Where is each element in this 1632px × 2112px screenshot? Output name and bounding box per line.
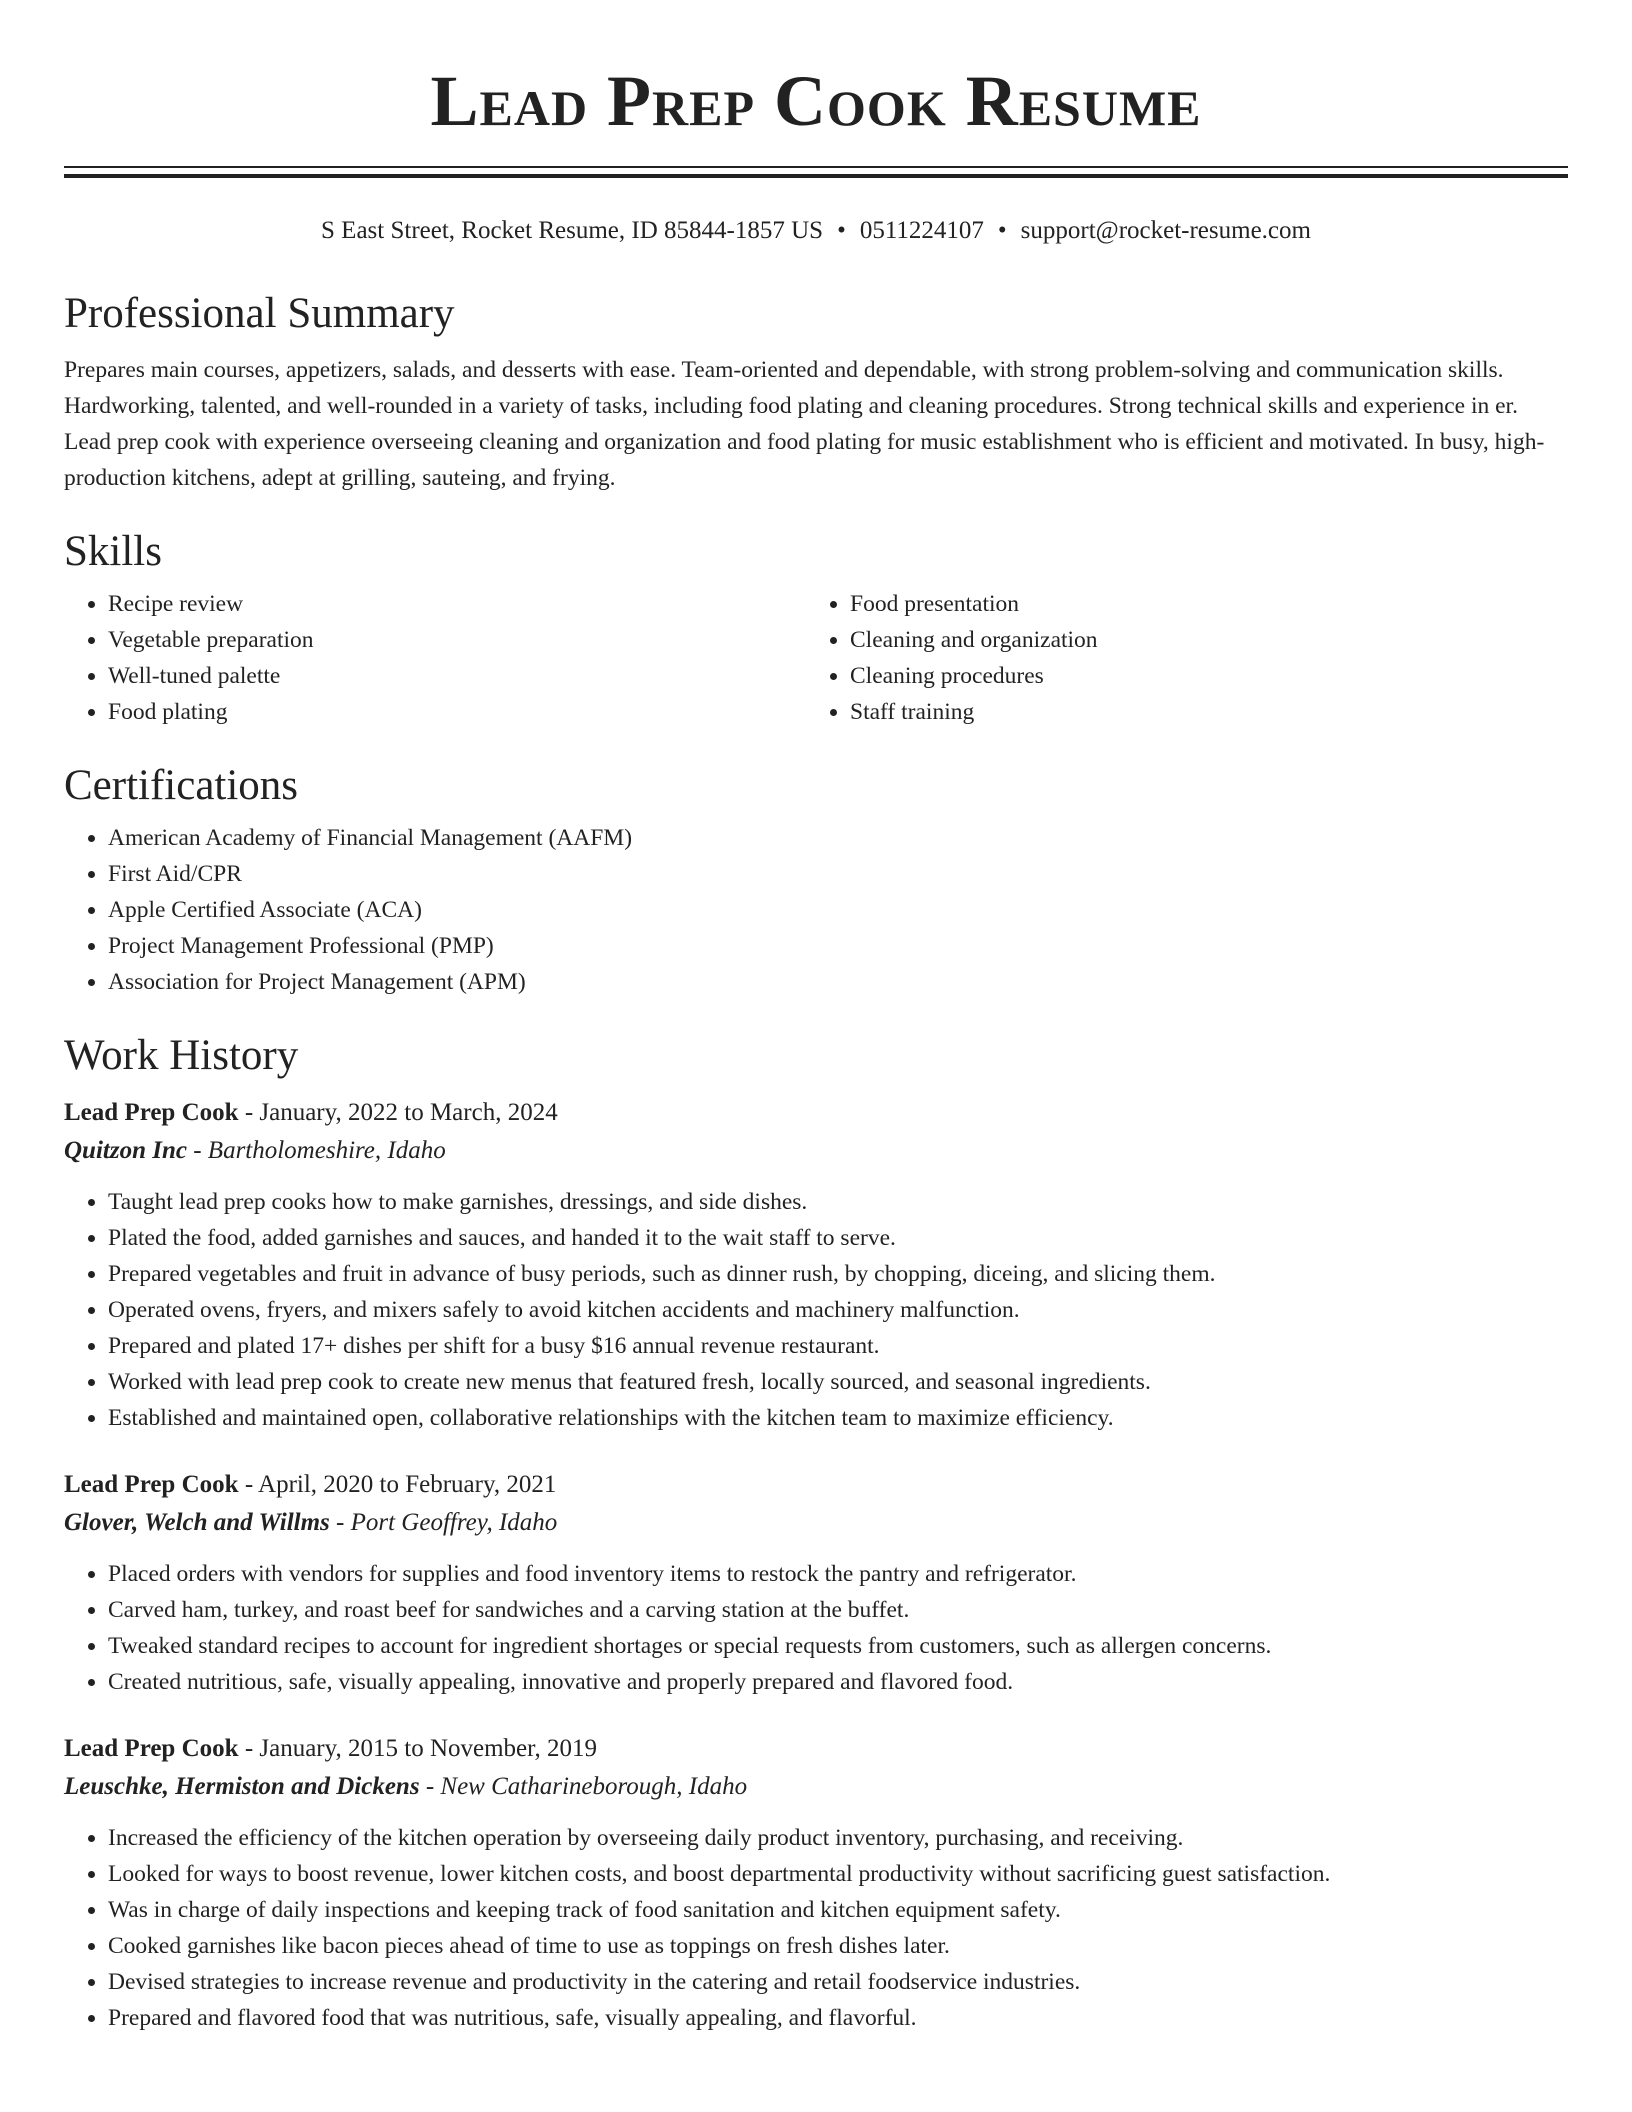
contact-separator: • (837, 217, 846, 244)
skills-heading: Skills (64, 528, 162, 575)
skill-item: • Vegetable preparation (108, 622, 806, 658)
job-dates: - January, 2022 to March, 2024 (238, 1099, 558, 1126)
skill-item: • Food presentation (850, 586, 1548, 622)
job-bullet: • Established and maintained open, collaborative relationships with the kitchen team to maximize efficiency. (108, 1400, 1568, 1436)
job-bullet: • Operated ovens, fryers, and mixers safely to avoid kitchen accidents and machinery malfunction. (108, 1292, 1568, 1328)
job-bullet-list (64, 1556, 1568, 1700)
work-history-section (64, 1028, 1568, 2036)
job-bullet: • Created nutritious, safe, visually appealing, innovative and properly prepared and flavored food. (108, 1664, 1568, 1700)
job-company-line (64, 1504, 1568, 1542)
certifications-heading: Certifications (64, 762, 299, 809)
job-company-line (64, 1768, 1568, 1806)
certification-item: • American Academy of Financial Management (AAFM) (108, 820, 1568, 856)
skill-item: • Well-tuned palette (108, 658, 806, 694)
job-bullet: • Prepared and plated 17+ dishes per shift for a busy $16 annual revenue restaurant. (108, 1328, 1568, 1364)
job-heading (64, 1094, 1568, 1132)
job-title: Lead Prep Cook (64, 1471, 239, 1498)
certification-item: • Project Management Professional (PMP) (108, 928, 1568, 964)
job-location: - New Catharineborough, Idaho (419, 1773, 748, 1800)
work-history-heading: Work History (64, 1032, 299, 1079)
certification-item: • Association for Project Management (APM) (108, 964, 1568, 1000)
job-location: - Bartholomeshire, Idaho (186, 1137, 446, 1164)
skills-column-right (806, 586, 1548, 730)
summary-section (64, 286, 1568, 496)
certification-item: • Apple Certified Associate (ACA) (108, 892, 1568, 928)
job-company-line (64, 1132, 1568, 1170)
certifications-section (64, 758, 1568, 1000)
certification-item: • First Aid/CPR (108, 856, 1568, 892)
job-bullet: • Carved ham, turkey, and roast beef for sandwiches and a carving station at the buffet. (108, 1592, 1568, 1628)
job-heading (64, 1466, 1568, 1504)
job-bullet: • Placed orders with vendors for supplies and food inventory items to restock the pantry and refrigerator. (108, 1556, 1568, 1592)
job-entry (64, 1730, 1568, 2036)
skills-list-right (806, 586, 1548, 730)
job-dates: - January, 2015 to November, 2019 (238, 1735, 597, 1762)
skills-column-left (64, 586, 806, 730)
contact-email: support@rocket-resume.com (1020, 217, 1311, 244)
job-bullet: • Tweaked standard recipes to account for ingredient shortages or special requests from customers, such as allergen concerns. (108, 1628, 1568, 1664)
job-title: Lead Prep Cook (64, 1735, 239, 1762)
job-bullet-list (64, 1184, 1568, 1436)
contact-phone: 0511224107 (859, 217, 984, 244)
job-location: - Port Geoffrey, Idaho (329, 1509, 558, 1536)
job-bullet: • Prepared and flavored food that was nutritious, safe, visually appealing, and flavorful. (108, 2000, 1568, 2036)
skills-grid (64, 586, 1568, 730)
contact-line (64, 214, 1568, 248)
skill-item: • Staff training (850, 694, 1548, 730)
skills-section (64, 524, 1568, 730)
job-company: Quitzon Inc (64, 1137, 187, 1164)
job-bullet-list (64, 1820, 1568, 2036)
title-rule-top (64, 166, 1568, 168)
job-bullet: • Looked for ways to boost revenue, lower kitchen costs, and boost departmental productivity without sacrificing guest satisfaction. (108, 1856, 1568, 1892)
certifications-list (64, 820, 1568, 1000)
job-bullet: • Plated the food, added garnishes and sauces, and handed it to the wait staff to serve. (108, 1220, 1568, 1256)
job-bullet: • Worked with lead prep cook to create new menus that featured fresh, locally sourced, and seasonal ingredients. (108, 1364, 1568, 1400)
contact-separator: • (997, 217, 1007, 244)
skill-item: • Cleaning and organization (850, 622, 1548, 658)
job-company: Leuschke, Hermiston and Dickens (64, 1773, 420, 1800)
contact-address: S East Street, Rocket Resume, ID 85844-1857 US (321, 217, 824, 244)
job-title: Lead Prep Cook (64, 1099, 239, 1126)
job-entry (64, 1094, 1568, 1436)
skill-item: • Food plating (108, 694, 806, 730)
job-bullet: • Was in charge of daily inspections and keeping track of food sanitation and kitchen equipment safety. (108, 1892, 1568, 1928)
job-bullet: • Increased the efficiency of the kitchen operation by overseeing daily product inventory, purchasing, and receiving. (108, 1820, 1568, 1856)
job-bullet: • Devised strategies to increase revenue and productivity in the catering and retail foodservice industries. (108, 1964, 1568, 2000)
skills-list-left (64, 586, 806, 730)
skill-item: • Cleaning procedures (850, 658, 1548, 694)
summary-heading: Professional Summary (64, 290, 455, 337)
resume-page (64, 0, 1568, 2036)
job-entry (64, 1466, 1568, 1700)
summary-text: Prepares main courses, appetizers, salads, and desserts with ease. Team-oriented and dependable, with strong problem-solving and communication skills. Hardworking, talented, and well-rounded in a variety of tasks, including food plating and cleaning procedures. Strong technical skills and experience in er. Lead prep cook with experience overseeing cleaning and organization and food plating for music establishment who is efficient and motivated. In busy, high-production kitchens, adept at grilling, sauteing, and frying. (64, 357, 1545, 491)
page-title: Lead Prep Cook Resume (430, 61, 1202, 141)
skill-item: • Recipe review (108, 586, 806, 622)
job-bullet: • Cooked garnishes like bacon pieces ahead of time to use as toppings on fresh dishes later. (108, 1928, 1568, 1964)
job-heading (64, 1730, 1568, 1768)
job-company: Glover, Welch and Willms (64, 1509, 330, 1536)
job-bullet: • Prepared vegetables and fruit in advance of busy periods, such as dinner rush, by chopping, diceing, and slicing them. (108, 1256, 1568, 1292)
job-dates: - April, 2020 to February, 2021 (238, 1471, 557, 1498)
job-bullet: • Taught lead prep cooks how to make garnishes, dressings, and side dishes. (108, 1184, 1568, 1220)
title-rule-bottom (64, 174, 1568, 178)
job-list (64, 1094, 1568, 2036)
